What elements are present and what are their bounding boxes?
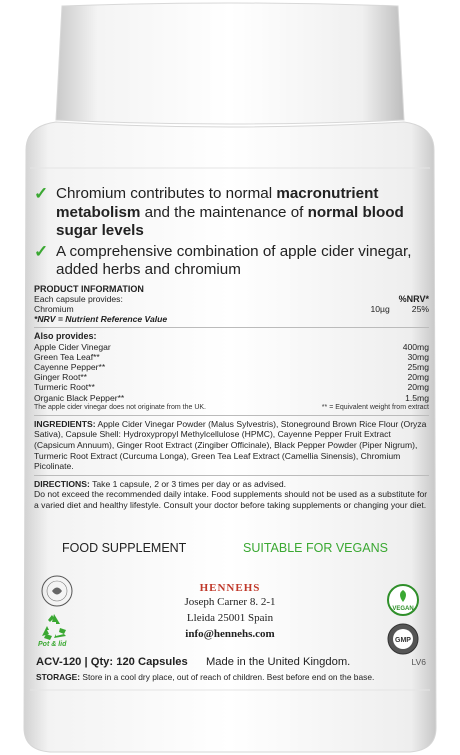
gmp-badge-icon bbox=[386, 622, 420, 656]
claim-text: A comprehensive combination of apple cider vinegar, added herbs and chromium bbox=[56, 242, 412, 278]
chromium-amount: 10µg bbox=[370, 303, 390, 314]
chromium-nrv: 25% bbox=[411, 303, 429, 314]
divider bbox=[34, 415, 429, 416]
vegan-badge-text: VEGAN bbox=[392, 606, 414, 612]
directions-text: Take 1 capsule, 2 or 3 times per day or as advised. bbox=[89, 478, 287, 489]
also-provides bbox=[34, 331, 429, 411]
ingredients bbox=[34, 419, 429, 472]
check-icon: ✓ bbox=[34, 184, 49, 203]
item-name: Green Tea Leaf** bbox=[34, 351, 100, 362]
ingredients-label: INGREDIENTS: bbox=[34, 418, 96, 429]
product-code: ACV-120 | Qty: 120 Capsules bbox=[36, 656, 188, 668]
warning-text: Do not exceed the recommended daily intake. Food supplements should not be used as a substitute for a varied diet and healthy lifestyle. Consult your doctor before taking supplements or changing your diet. bbox=[34, 489, 428, 510]
item-name: Ginger Root** bbox=[34, 372, 88, 383]
list-item bbox=[34, 352, 429, 362]
item-name: Apple Cider Vinegar bbox=[34, 341, 111, 352]
divider bbox=[34, 475, 429, 476]
brand-block bbox=[140, 582, 320, 642]
directions bbox=[34, 479, 429, 511]
chromium-name: Chromium bbox=[34, 303, 74, 314]
item-amount: 30mg bbox=[407, 351, 429, 362]
storage-text: Store in a cool dry place, out of reach of children. Best before end on the base. bbox=[80, 672, 375, 682]
list-item bbox=[34, 362, 429, 372]
divider bbox=[34, 327, 429, 328]
item-name: Cayenne Pepper** bbox=[34, 361, 106, 372]
vegan-badge-icon bbox=[386, 583, 420, 617]
brand-address-2: Lleida 25001 Spain bbox=[186, 612, 274, 624]
extract-note: ** = Equivalent weight from extract bbox=[321, 403, 429, 411]
brand-address-1: Joseph Carner 8. 2-1 bbox=[184, 596, 276, 608]
food-supplement-label: FOOD SUPPLEMENT bbox=[62, 541, 187, 555]
claim-chromium bbox=[34, 185, 429, 241]
made-in-label: Made in the United Kingdom. bbox=[205, 656, 351, 668]
list-item bbox=[34, 382, 429, 392]
item-amount: 20mg bbox=[407, 372, 429, 383]
claim-combination bbox=[34, 243, 429, 280]
item-amount: 400mg bbox=[402, 341, 429, 352]
claim-text: Chromium contributes to normal bbox=[56, 185, 277, 202]
recycle-icon bbox=[38, 612, 70, 642]
item-amount: 20mg bbox=[407, 382, 429, 393]
each-capsule-label: Each capsule provides: bbox=[34, 293, 123, 304]
ingredients-text: Apple Cider Vinegar Powder (Malus Sylvestris), Stoneground Brown Rice Flour (Oryza Sativa), Capsule Shell: Hydroxypropyl Methylcellulose (HPMC), Cayenne Pepper Fruit Extract (Capsicum Annuum), Ginger Root Extract (Zingiber Officinale), Black Pepper Powder (Piper Nigrum), Turmeric Root Extract (Curcuma Longa), Green Tea Leaf Extract (Camellia Sinensis), Chromium Picolinate. bbox=[34, 418, 427, 472]
product-code-line bbox=[36, 656, 426, 668]
also-provides-title: Also provides: bbox=[34, 331, 97, 342]
nrv-note: *NRV = Nutrient Reference Value bbox=[34, 314, 168, 325]
list-item bbox=[34, 342, 429, 352]
claim-text: and the maintenance of bbox=[140, 203, 308, 221]
version-code: LV6 bbox=[411, 657, 426, 667]
chromium-row bbox=[34, 304, 429, 314]
origin-note: The apple cider vinegar does not originate from the UK. bbox=[34, 403, 206, 411]
brand-email: info@hennehs.com bbox=[185, 628, 275, 640]
item-amount: 25mg bbox=[407, 361, 429, 372]
item-name: Turmeric Root** bbox=[34, 382, 95, 393]
gmp-badge-text: GMP bbox=[395, 637, 411, 644]
claim-bold: normal blood sugar levels bbox=[56, 203, 404, 239]
brand-name: HENNEHS bbox=[199, 582, 261, 594]
halal-seal-icon bbox=[40, 574, 74, 608]
item-name: Organic Black Pepper** bbox=[34, 392, 125, 403]
nrv-header: %NRV* bbox=[398, 293, 429, 304]
label-content bbox=[34, 185, 429, 510]
pot-lid-label: Pot & lid bbox=[38, 641, 67, 648]
storage-label: STORAGE: bbox=[36, 672, 81, 682]
suitable-vegans-label: SUITABLE FOR VEGANS bbox=[243, 541, 388, 555]
product-info-title: PRODUCT INFORMATION bbox=[34, 283, 144, 294]
list-item bbox=[34, 372, 429, 382]
directions-label: DIRECTIONS: bbox=[34, 478, 90, 489]
item-amount: 1.5mg bbox=[405, 392, 429, 403]
product-info bbox=[34, 284, 429, 325]
list-item bbox=[34, 393, 429, 403]
check-icon: ✓ bbox=[34, 241, 49, 261]
storage-line bbox=[36, 672, 436, 682]
claim-bold: macronutrient metabolism bbox=[56, 185, 379, 221]
